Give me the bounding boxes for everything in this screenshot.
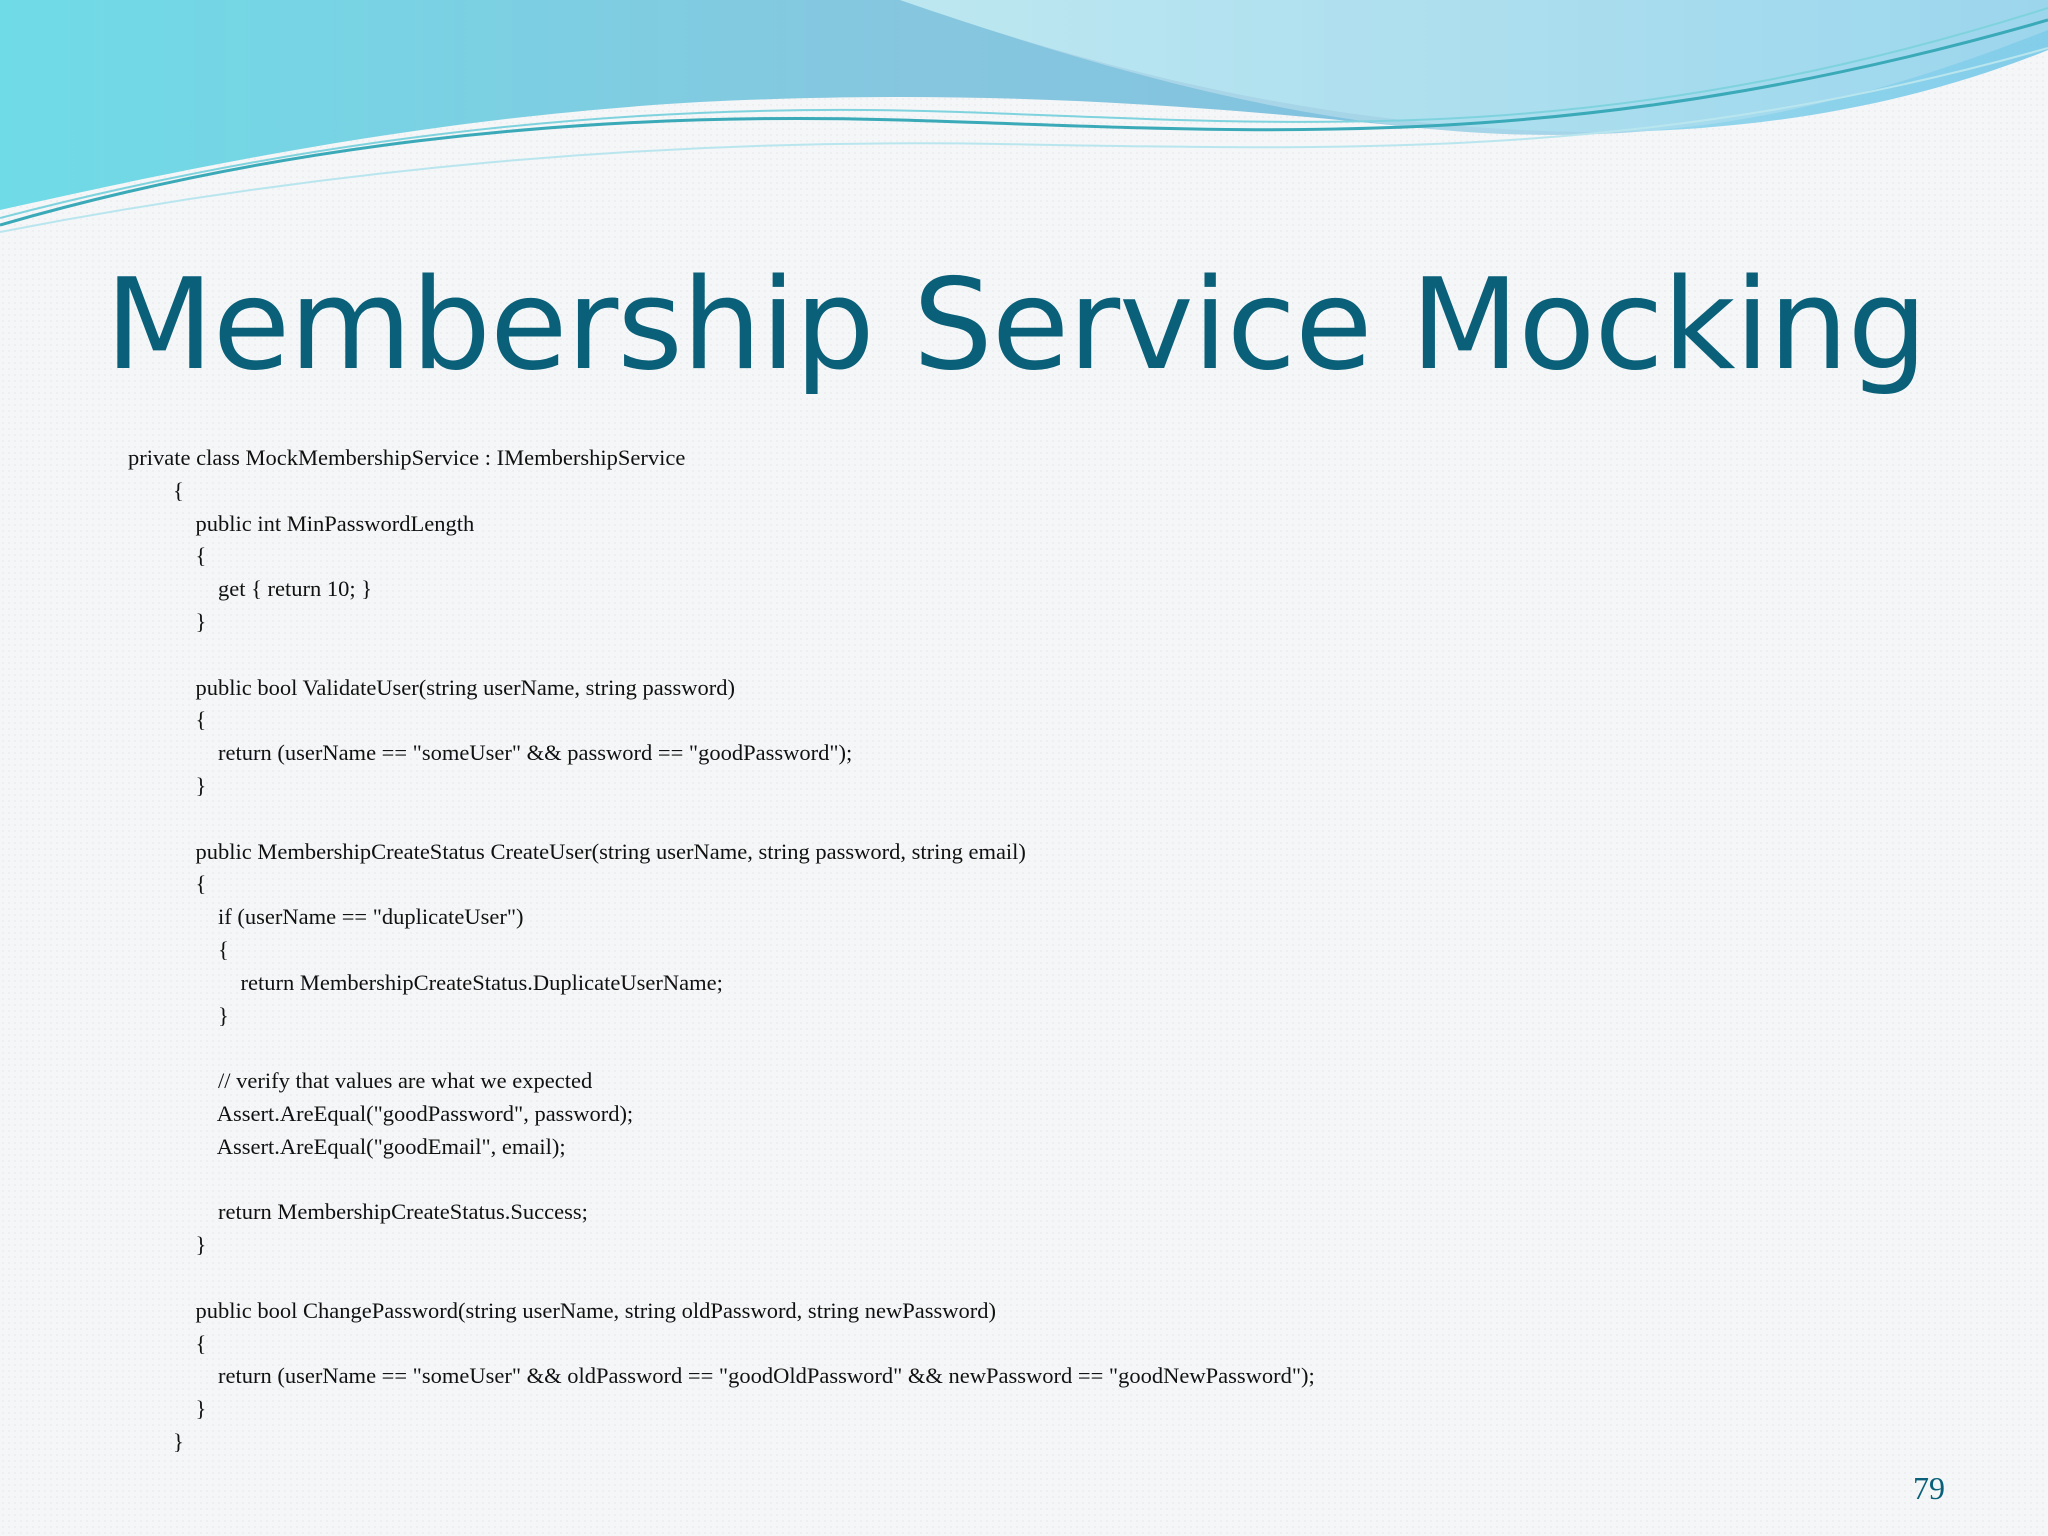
code-block [128,442,1315,1459]
header-wave-decoration [0,0,2048,240]
code-line [128,803,1315,836]
code-line: { [128,477,184,503]
code-line: private class MockMembershipService : IMembershipService [128,445,686,470]
code-line [128,1262,1315,1295]
code-line [128,1032,1315,1065]
code-line: { [128,707,207,733]
code-line: Assert.AreEqual("goodEmail", email); [128,1133,566,1159]
code-line: return (userName == "someUser" && password == "goodPassword"); [128,740,853,766]
code-line [128,1164,1315,1197]
code-line: get { return 10; } [128,576,373,602]
code-line [128,639,1315,672]
code-line: } [128,1396,207,1422]
code-line: return (userName == "someUser" && oldPassword == "goodOldPassword" && newPassword == "goodNewPassword"); [128,1363,1315,1389]
code-line: } [128,772,207,798]
code-line: { [128,936,229,962]
code-line: // verify that values are what we expected [128,1068,593,1094]
code-line: } [128,1428,184,1454]
code-line: } [128,608,207,634]
code-line: public int MinPasswordLength [128,510,475,536]
code-line: return MembershipCreateStatus.DuplicateUserName; [128,969,723,995]
slide-title: Membership Service Mocking [105,251,1927,398]
code-line: { [128,1330,207,1356]
code-line: if (userName == "duplicateUser") [128,904,524,930]
code-line: return MembershipCreateStatus.Success; [128,1199,588,1225]
code-line: public bool ValidateUser(string userName, string password) [128,674,735,700]
page-number: 79 [1913,1470,1945,1506]
code-line: { [128,871,207,897]
code-line: public MembershipCreateStatus CreateUser(string userName, string password, string email) [128,838,1026,864]
code-line: Assert.AreEqual("goodPassword", password); [128,1100,634,1126]
code-line: public bool ChangePassword(string userName, string oldPassword, string newPassword) [128,1297,997,1323]
code-line: } [128,1002,229,1028]
code-line: } [128,1232,207,1258]
code-line: { [128,543,207,569]
